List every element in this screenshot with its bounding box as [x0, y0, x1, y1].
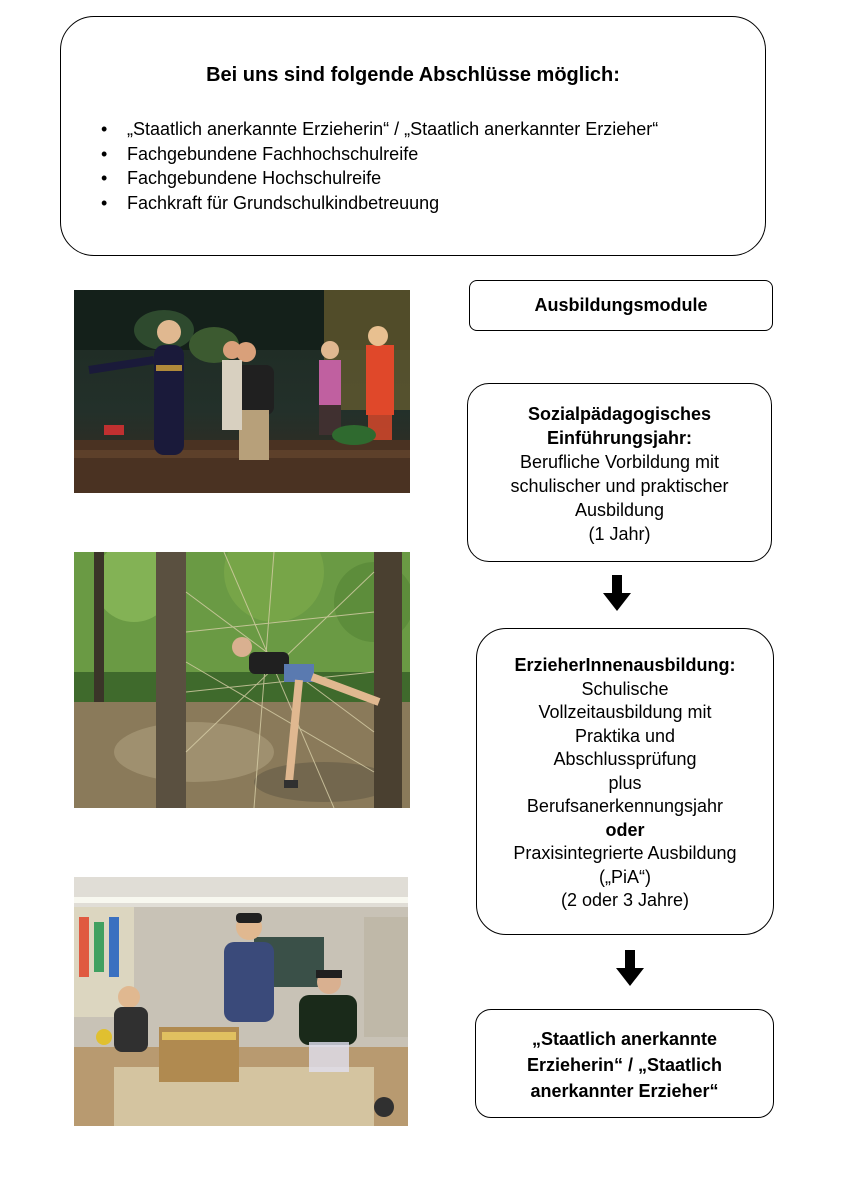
arrow-down-icon	[603, 575, 631, 611]
module-text: Berufsanerkennungsjahr	[526, 796, 724, 816]
degrees-list	[101, 117, 659, 215]
module-or-label: oder	[605, 819, 645, 840]
module-text: Abschlussprüfung	[553, 749, 697, 769]
module-educator-training	[476, 628, 774, 935]
degrees-title: Bei uns sind folgende Abschlüsse möglich:	[206, 64, 620, 86]
module-text: Praktika und	[574, 725, 676, 746]
module-title: Sozialpädagogisches	[527, 404, 712, 424]
theater-stage-photo	[74, 290, 410, 493]
module-intro-year	[467, 383, 772, 562]
bullet-icon: •	[101, 192, 108, 213]
arrow-down-icon	[616, 950, 644, 986]
module-text: (1 Jahr)	[588, 524, 651, 544]
module-text: Berufliche Vorbildung mit	[519, 452, 720, 472]
degrees-box	[60, 16, 766, 256]
list-item: • Fachgebundene Fachhochschulreife	[127, 142, 658, 167]
forest-rope-web-photo	[74, 552, 410, 808]
module-text: Schulische	[581, 678, 669, 699]
module-title: ErzieherInnenausbildung:	[514, 655, 736, 675]
module-final-degree	[475, 1009, 774, 1118]
bullet-icon: •	[101, 143, 108, 164]
module-text: plus	[608, 772, 642, 793]
module-title: Einführungsjahr:	[547, 428, 692, 448]
module-text: „Staatlich anerkannte	[531, 1029, 718, 1049]
list-item: • Fachgebundene Hochschulreife	[127, 166, 658, 191]
module-text: Erzieherin“ / „Staatlich	[526, 1055, 723, 1075]
modules-heading: Ausbildungsmodule	[469, 280, 773, 331]
workshop-crafting-photo	[74, 877, 408, 1126]
module-text: schulischer und praktischer	[510, 476, 729, 496]
module-text: Praxisintegrierte Ausbildung	[513, 843, 737, 863]
module-text: Ausbildung	[574, 500, 665, 520]
list-item: • Fachkraft für Grundschulkindbetreuung	[127, 191, 658, 216]
list-item: • „Staatlich anerkannte Erzieherin“ / „Staatlich anerkannter Erzieher“	[127, 117, 658, 142]
bullet-icon: •	[101, 119, 108, 139]
module-text: (2 oder 3 Jahre)	[560, 890, 690, 910]
bullet-icon: •	[101, 168, 108, 188]
module-text: Vollzeitausbildung mit	[538, 702, 712, 722]
module-text: anerkannter Erzieher“	[530, 1081, 719, 1101]
module-text: („PiA“)	[599, 866, 651, 887]
